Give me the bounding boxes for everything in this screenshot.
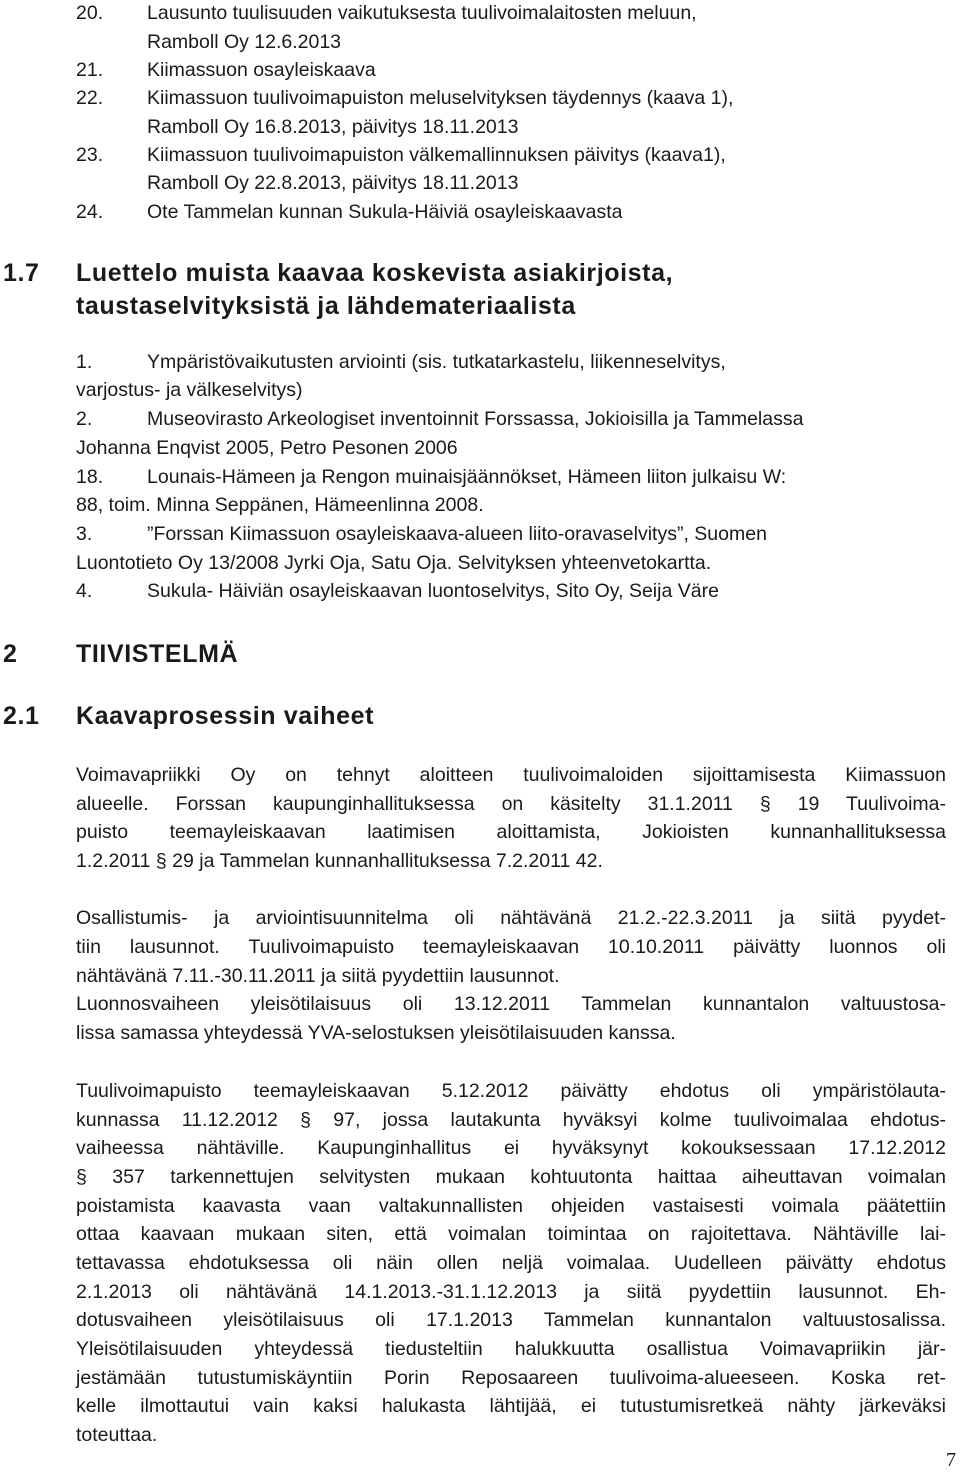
text-line: Voimavapriikki Oy on tehnyt aloitteen tuulivoimaloiden sijoittamisesta Kiimassuon bbox=[76, 764, 946, 786]
text-line: Yleisötilaisuuden yhteydessä tiedusteltiin halukkuutta osallistua Voimavapriikin jär- bbox=[76, 1338, 946, 1360]
text-line: poistamista kaavasta vaan valtakunnallisten ohjeiden vastaisesti voimala päätettiin bbox=[76, 1195, 946, 1217]
text-line: 2.1.2013 oli nähtävänä 14.1.2013.-31.1.12.2013 ja siitä pyydettiin lausunnot. Eh- bbox=[76, 1281, 946, 1303]
text-line: ottaa kaavaan mukaan siten, että voimalan toimintaa on rajoitettava. Nähtäville lai- bbox=[76, 1223, 946, 1245]
list-item: 24. Ote Tammelan kunnan Sukula-Häiviä osayleiskaavasta bbox=[76, 201, 623, 223]
text-line: Osallistumis- ja arviointisuunnitelma oli nähtävänä 21.2.-22.3.2011 ja siitä pyydet- bbox=[76, 907, 946, 929]
list-item: 1. Ympäristövaikutusten arviointi (sis. tutkatarkastelu, liikenneselvitys, bbox=[76, 351, 726, 373]
list-item-continuation: Ramboll Oy 22.8.2013, päivitys 18.11.2013 bbox=[147, 172, 519, 194]
text-line: puisto teemayleiskaavan laatimisen aloittamista, Jokioisten kunnanhallituksessa bbox=[76, 821, 946, 843]
text-line: lissa samassa yhteydessä YVA-selostuksen yleisötilaisuuden kanssa. bbox=[76, 1022, 676, 1044]
text-line: kelle ilmottautui vain kaksi halukasta lähtijää, ei tutustumisretkeä nähty järkeväksi bbox=[76, 1395, 946, 1417]
text-line: Tuulivoimapuisto teemayleiskaavan 5.12.2012 päivätty ehdotus oli ympäristölauta- bbox=[76, 1080, 946, 1102]
list-item-continuation: varjostus- ja välkeselvitys) bbox=[76, 379, 303, 401]
text-line: nähtävänä 7.11.-30.11.2011 ja siitä pyydettiin lausunnot. bbox=[76, 965, 560, 987]
text-line: 1.2.2011 § 29 ja Tammelan kunnanhallituksessa 7.2.2011 42. bbox=[76, 850, 603, 872]
list-item: 18. Lounais-Hämeen ja Rengon muinaisjäännökset, Hämeen liiton julkaisu W: bbox=[76, 466, 787, 488]
list-item: 22. Kiimassuon tuulivoimapuiston meluselvityksen täydennys (kaava 1), bbox=[76, 87, 734, 109]
document-page: 20. Lausunto tuulisuuden vaikutuksesta tuulivoimalaitosten meluun, Ramboll Oy 12.6.2013 21. Kiimassuon osayleiskaava 22. Kiimassuon tuulivoimapuiston meluselvityksen täydennys (kaava 1), Ramboll Oy 16.8.2013, päivitys 18.11.2013 23. Kiimassuon tuulivoimapuiston välkemallinnuksen päivitys (kaava1), Ramboll Oy 22.8.2013, päivitys 18.11.2013 24. Ote Tammelan kunnan Sukula-Häiviä osayleiskaavasta 1.7 Luettelo muista kaavaa koskevista asiakirjoista, taustaselvityksistä ja lähdemateriaalista 1. Ympäristövaikutusten arviointi (sis. tutkatarkastelu, liikenneselvitys, varjostus- ja välkeselvitys) 2. Museovirasto Arkeologiset inventoinnit Forssassa, Jokioisilla ja Tammelassa Johanna Enqvist 2005, Petro Pesonen 2006 18. Lounais-Hämeen ja Rengon muinaisjäännökset, Hämeen liiton julkaisu W: 88, toim. Minna Seppänen, Hämeenlinna 2008. 3. ”Forssan Kiimassuon osayleiskaava-alueen liito-oravaselvitys”, Suomen Luontotieto Oy 13/2008 Jyrki Oja, Satu Oja. Selvityksen yhteenvetokartta. 4. Sukula- Häiviän osayleiskaavan luontoselvitys, Sito Oy, Seija Väre 2 TIIVISTELMÄ 2.1 Kaavaprosessin vaiheet Voimavapriikki Oy on tehnyt aloitteen tuulivoimaloiden sijoittamisesta Kiimassuon alueelle. Forssan kaupunginhallituksessa on käsitelty 31.1.2011 § 19 Tuulivoima- puisto teemayleiskaavan laatimisen aloittamista, Jokioisten kunnanhallituksessa 1.2.2011 § 29 ja Tammelan kunnanhallituksessa 7.2.2011 42. Osallistumis- ja arviointisuunnitelma oli nähtävänä 21.2.-22.3.2011 ja siitä pyydet- tiin lausunnot. Tuulivoimapuisto teemayleiskaavan 10.10.2011 päivätty luonnos oli nähtävänä 7.11.-30.11.2011 ja siitä pyydettiin lausunnot. Luonnosvaiheen yleisötilaisuus oli 13.12.2011 Tammelan kunnantalon valtuustosa- lissa samassa yhteydessä YVA-selostuksen yleisötilaisuuden kanssa. Tuulivoimapuisto teemayleiskaavan 5.12.2012 päivätty ehdotus oli ympäristölauta- kunnassa 11.12.2012 § 97, jossa lautakunta hyväksyi kolme tuulivoimalaa ehdotus- vaiheessa nähtäville. Kaupunginhallitus ei hyväksynyt kokouksessaan 17.12.2012 § 357 tarkennettujen selvitysten mukaan kohtuutonta haittaa aiheuttavan voimalan poistamista kaavasta vaan valtakunnallisten ohjeiden vastaisesti voimala päätettiin ottaa kaavaan mukaan siten, että voimalan toimintaa on rajoitettava. Nähtäville lai- tettavassa ehdotuksessa oli näin ollen neljä voimalaa. Uudelleen päivätty ehdotus 2.1.2013 oli nähtävänä 14.1.2013.-31.1.12.2013 ja siitä pyydettiin lausunnot. Eh- dotusvaiheen yleisötilaisuus oli 17.1.2013 Tammelan kunnantalon valtuustosalissa. Yleisötilaisuuden yhteydessä tiedusteltiin halukkuutta osallistua Voimavapriikin jär- jestämään tutustumiskäyntiin Porin Reposaareen tuulivoima-alueeseen. Koska ret- kelle ilmottautui vain kaksi halukasta lähtijää, ei tutustumisretkeä nähty järkeväksi toteuttaa. 7 bbox=[0, 0, 960, 1473]
text-line: jestämään tutustumiskäyntiin Porin Reposaareen tuulivoima-alueeseen. Koska ret- bbox=[76, 1367, 946, 1389]
list-item-continuation: Johanna Enqvist 2005, Petro Pesonen 2006 bbox=[76, 437, 458, 459]
text-line: vaiheessa nähtäville. Kaupunginhallitus ei hyväksynyt kokouksessaan 17.12.2012 bbox=[76, 1137, 946, 1159]
list-item-continuation: Ramboll Oy 12.6.2013 bbox=[147, 31, 342, 53]
list-item: 21. Kiimassuon osayleiskaava bbox=[76, 59, 376, 81]
text-line: toteuttaa. bbox=[76, 1424, 158, 1446]
list-item: 20. Lausunto tuulisuuden vaikutuksesta tuulivoimalaitosten meluun, bbox=[76, 2, 697, 24]
text-line: dotusvaiheen yleisötilaisuus oli 17.1.2013 Tammelan kunnantalon valtuustosalissa. bbox=[76, 1309, 946, 1331]
list-item: 4. Sukula- Häiviän osayleiskaavan luontoselvitys, Sito Oy, Seija Väre bbox=[76, 580, 719, 602]
list-item: 2. Museovirasto Arkeologiset inventoinnit Forssassa, Jokioisilla ja Tammelassa bbox=[76, 408, 804, 430]
list-item-continuation: Luontotieto Oy 13/2008 Jyrki Oja, Satu Oja. Selvityksen yhteenvetokartta. bbox=[76, 552, 712, 574]
text-line: tiin lausunnot. Tuulivoimapuisto teemayleiskaavan 10.10.2011 päivätty luonnos oli bbox=[76, 936, 946, 958]
list-item-continuation: Ramboll Oy 16.8.2013, päivitys 18.11.2013 bbox=[147, 116, 519, 138]
text-line: alueelle. Forssan kaupunginhallituksessa on käsitelty 31.1.2011 § 19 Tuulivoima- bbox=[76, 793, 946, 815]
page-number: 7 bbox=[946, 1449, 956, 1471]
text-line: kunnassa 11.12.2012 § 97, jossa lautakunta hyväksyi kolme tuulivoimalaa ehdotus- bbox=[76, 1109, 946, 1131]
text-line: § 357 tarkennettujen selvitysten mukaan kohtuutonta haittaa aiheuttavan voimalan bbox=[76, 1166, 946, 1188]
text-line: Luonnosvaiheen yleisötilaisuus oli 13.12.2011 Tammelan kunnantalon valtuustosa- bbox=[76, 993, 946, 1015]
text-line: tettavassa ehdotuksessa oli näin ollen neljä voimalaa. Uudelleen päivätty ehdotus bbox=[76, 1252, 946, 1274]
list-item: 3. ”Forssan Kiimassuon osayleiskaava-alueen liito-oravaselvitys”, Suomen bbox=[76, 523, 767, 545]
list-item: 23. Kiimassuon tuulivoimapuiston välkemallinnuksen päivitys (kaava1), bbox=[76, 144, 726, 166]
list-item-continuation: 88, toim. Minna Seppänen, Hämeenlinna 2008. bbox=[76, 494, 484, 516]
